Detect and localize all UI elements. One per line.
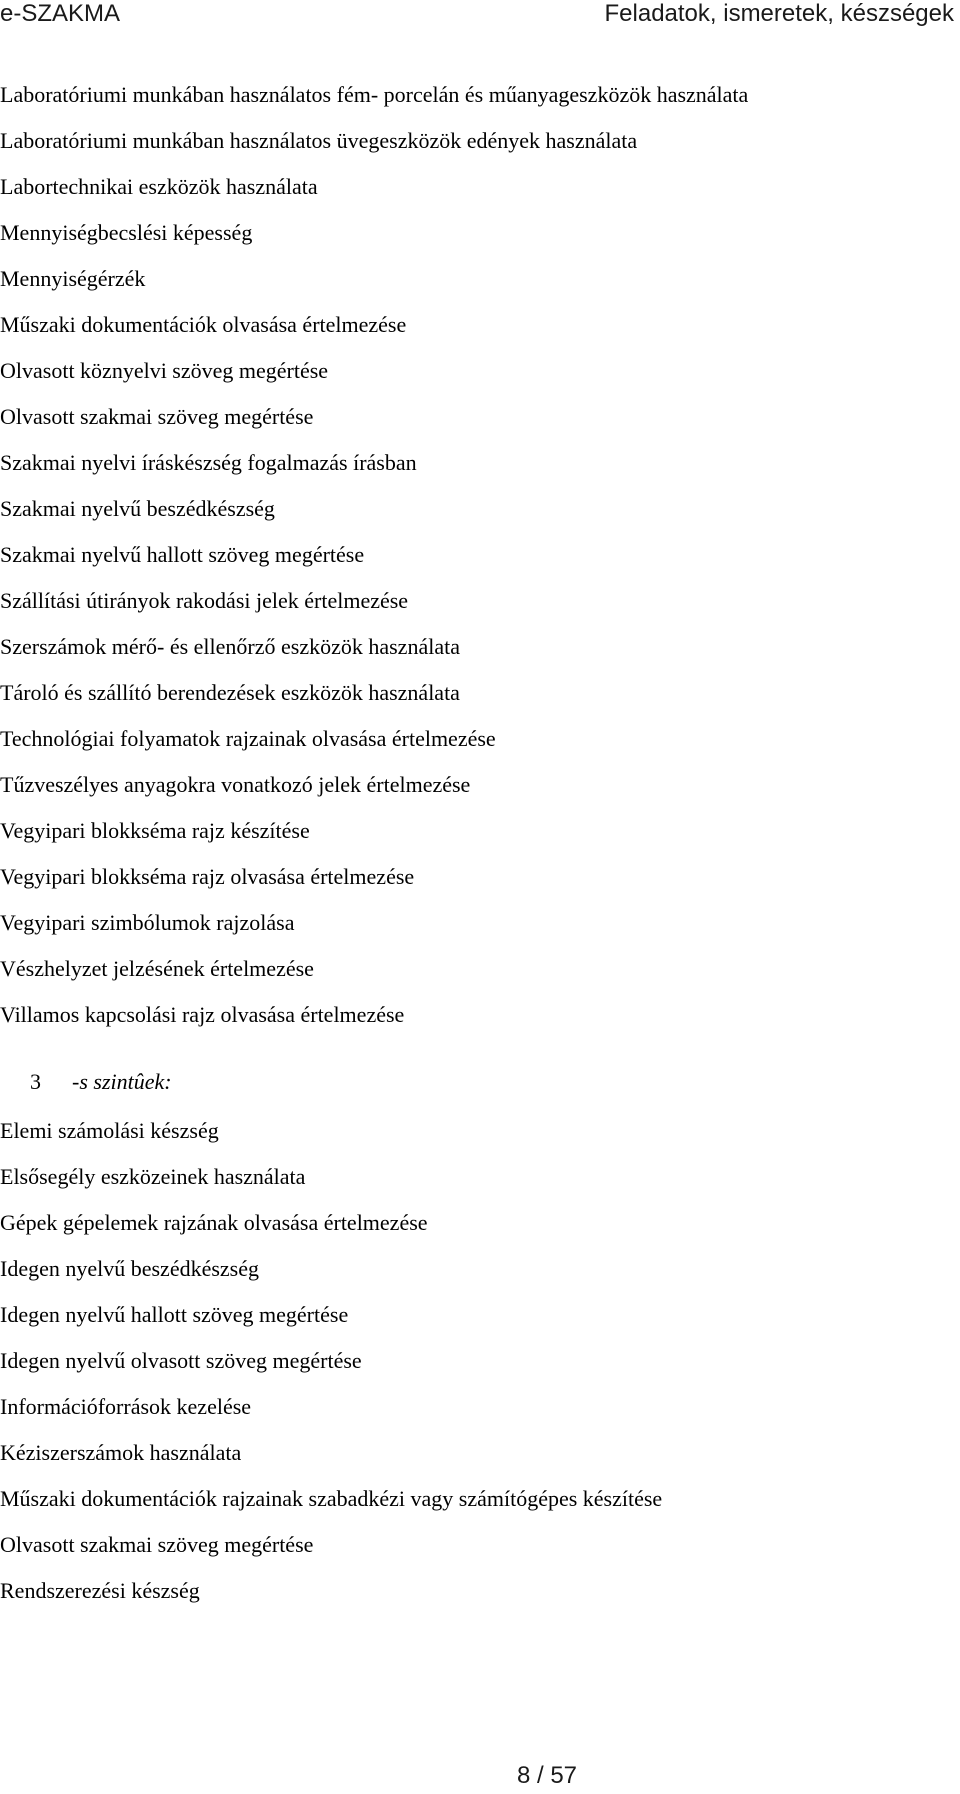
list-item: Szakmai nyelvű hallott szöveg megértése: [0, 542, 365, 567]
level-label: -s szintûek:: [72, 1069, 172, 1094]
page-number: 8 / 57: [516, 1762, 578, 1789]
list-item: Idegen nyelvű beszédkészség: [0, 1256, 260, 1281]
level-number: 3: [30, 1069, 41, 1094]
list-item: Olvasott szakmai szöveg megértése: [0, 404, 314, 429]
list-item: Olvasott köznyelvi szöveg megértése: [0, 358, 329, 383]
skills-list-level-3: [0, 1108, 662, 1614]
list-item: Műszaki dokumentációk olvasása értelmezése: [0, 312, 407, 337]
list-item: Idegen nyelvű hallott szöveg megértése: [0, 1302, 349, 1327]
skills-list-level-4: [0, 72, 748, 1038]
level-heading: [30, 1059, 172, 1105]
list-item: Vészhelyzet jelzésének értelmezése: [0, 956, 314, 981]
list-item: Elemi számolási készség: [0, 1118, 219, 1143]
list-item: Elsősegély eszközeinek használata: [0, 1164, 306, 1189]
list-item: Mennyiségbecslési képesség: [0, 220, 253, 245]
list-item: Idegen nyelvű olvasott szöveg megértése: [0, 1348, 362, 1373]
list-item: Kéziszerszámok használata: [0, 1440, 242, 1465]
list-item: Labortechnikai eszközök használata: [0, 174, 318, 199]
list-item: Gépek gépelemek rajzának olvasása értelmezése: [0, 1210, 428, 1235]
list-item: Szerszámok mérő- és ellenőrző eszközök használata: [0, 634, 460, 659]
list-item: Rendszerezési készség: [0, 1578, 200, 1603]
list-item: Tűzveszélyes anyagokra vonatkozó jelek értelmezése: [0, 772, 471, 797]
header-section: Feladatok, ismeretek, készségek: [604, 0, 954, 27]
list-item: Technológiai folyamatok rajzainak olvasása értelmezése: [0, 726, 496, 751]
list-item: Laboratóriumi munkában használatos üvegeszközök edények használata: [0, 128, 638, 153]
list-item: Műszaki dokumentációk rajzainak szabadkézi vagy számítógépes készítése: [0, 1486, 663, 1511]
list-item: Vegyipari blokkséma rajz olvasása értelmezése: [0, 864, 415, 889]
list-item: Vegyipari szimbólumok rajzolása: [0, 910, 295, 935]
list-item: Vegyipari blokkséma rajz készítése: [0, 818, 310, 843]
list-item: Tároló és szállító berendezések eszközök használata: [0, 680, 460, 705]
list-item: Olvasott szakmai szöveg megértése: [0, 1532, 314, 1557]
list-item: Mennyiségérzék: [0, 266, 146, 291]
list-item: Információforrások kezelése: [0, 1394, 252, 1419]
list-item: Szakmai nyelvű beszédkészség: [0, 496, 275, 521]
list-item: Villamos kapcsolási rajz olvasása értelmezése: [0, 1002, 405, 1027]
list-item: Szakmai nyelvi íráskészség fogalmazás írásban: [0, 450, 417, 475]
header-title: e-SZAKMA: [0, 0, 121, 27]
list-item: Szállítási útirányok rakodási jelek értelmezése: [0, 588, 409, 613]
list-item: Laboratóriumi munkában használatos fém- porcelán és műanyageszközök használata: [0, 82, 749, 107]
page-header: [0, 0, 960, 32]
